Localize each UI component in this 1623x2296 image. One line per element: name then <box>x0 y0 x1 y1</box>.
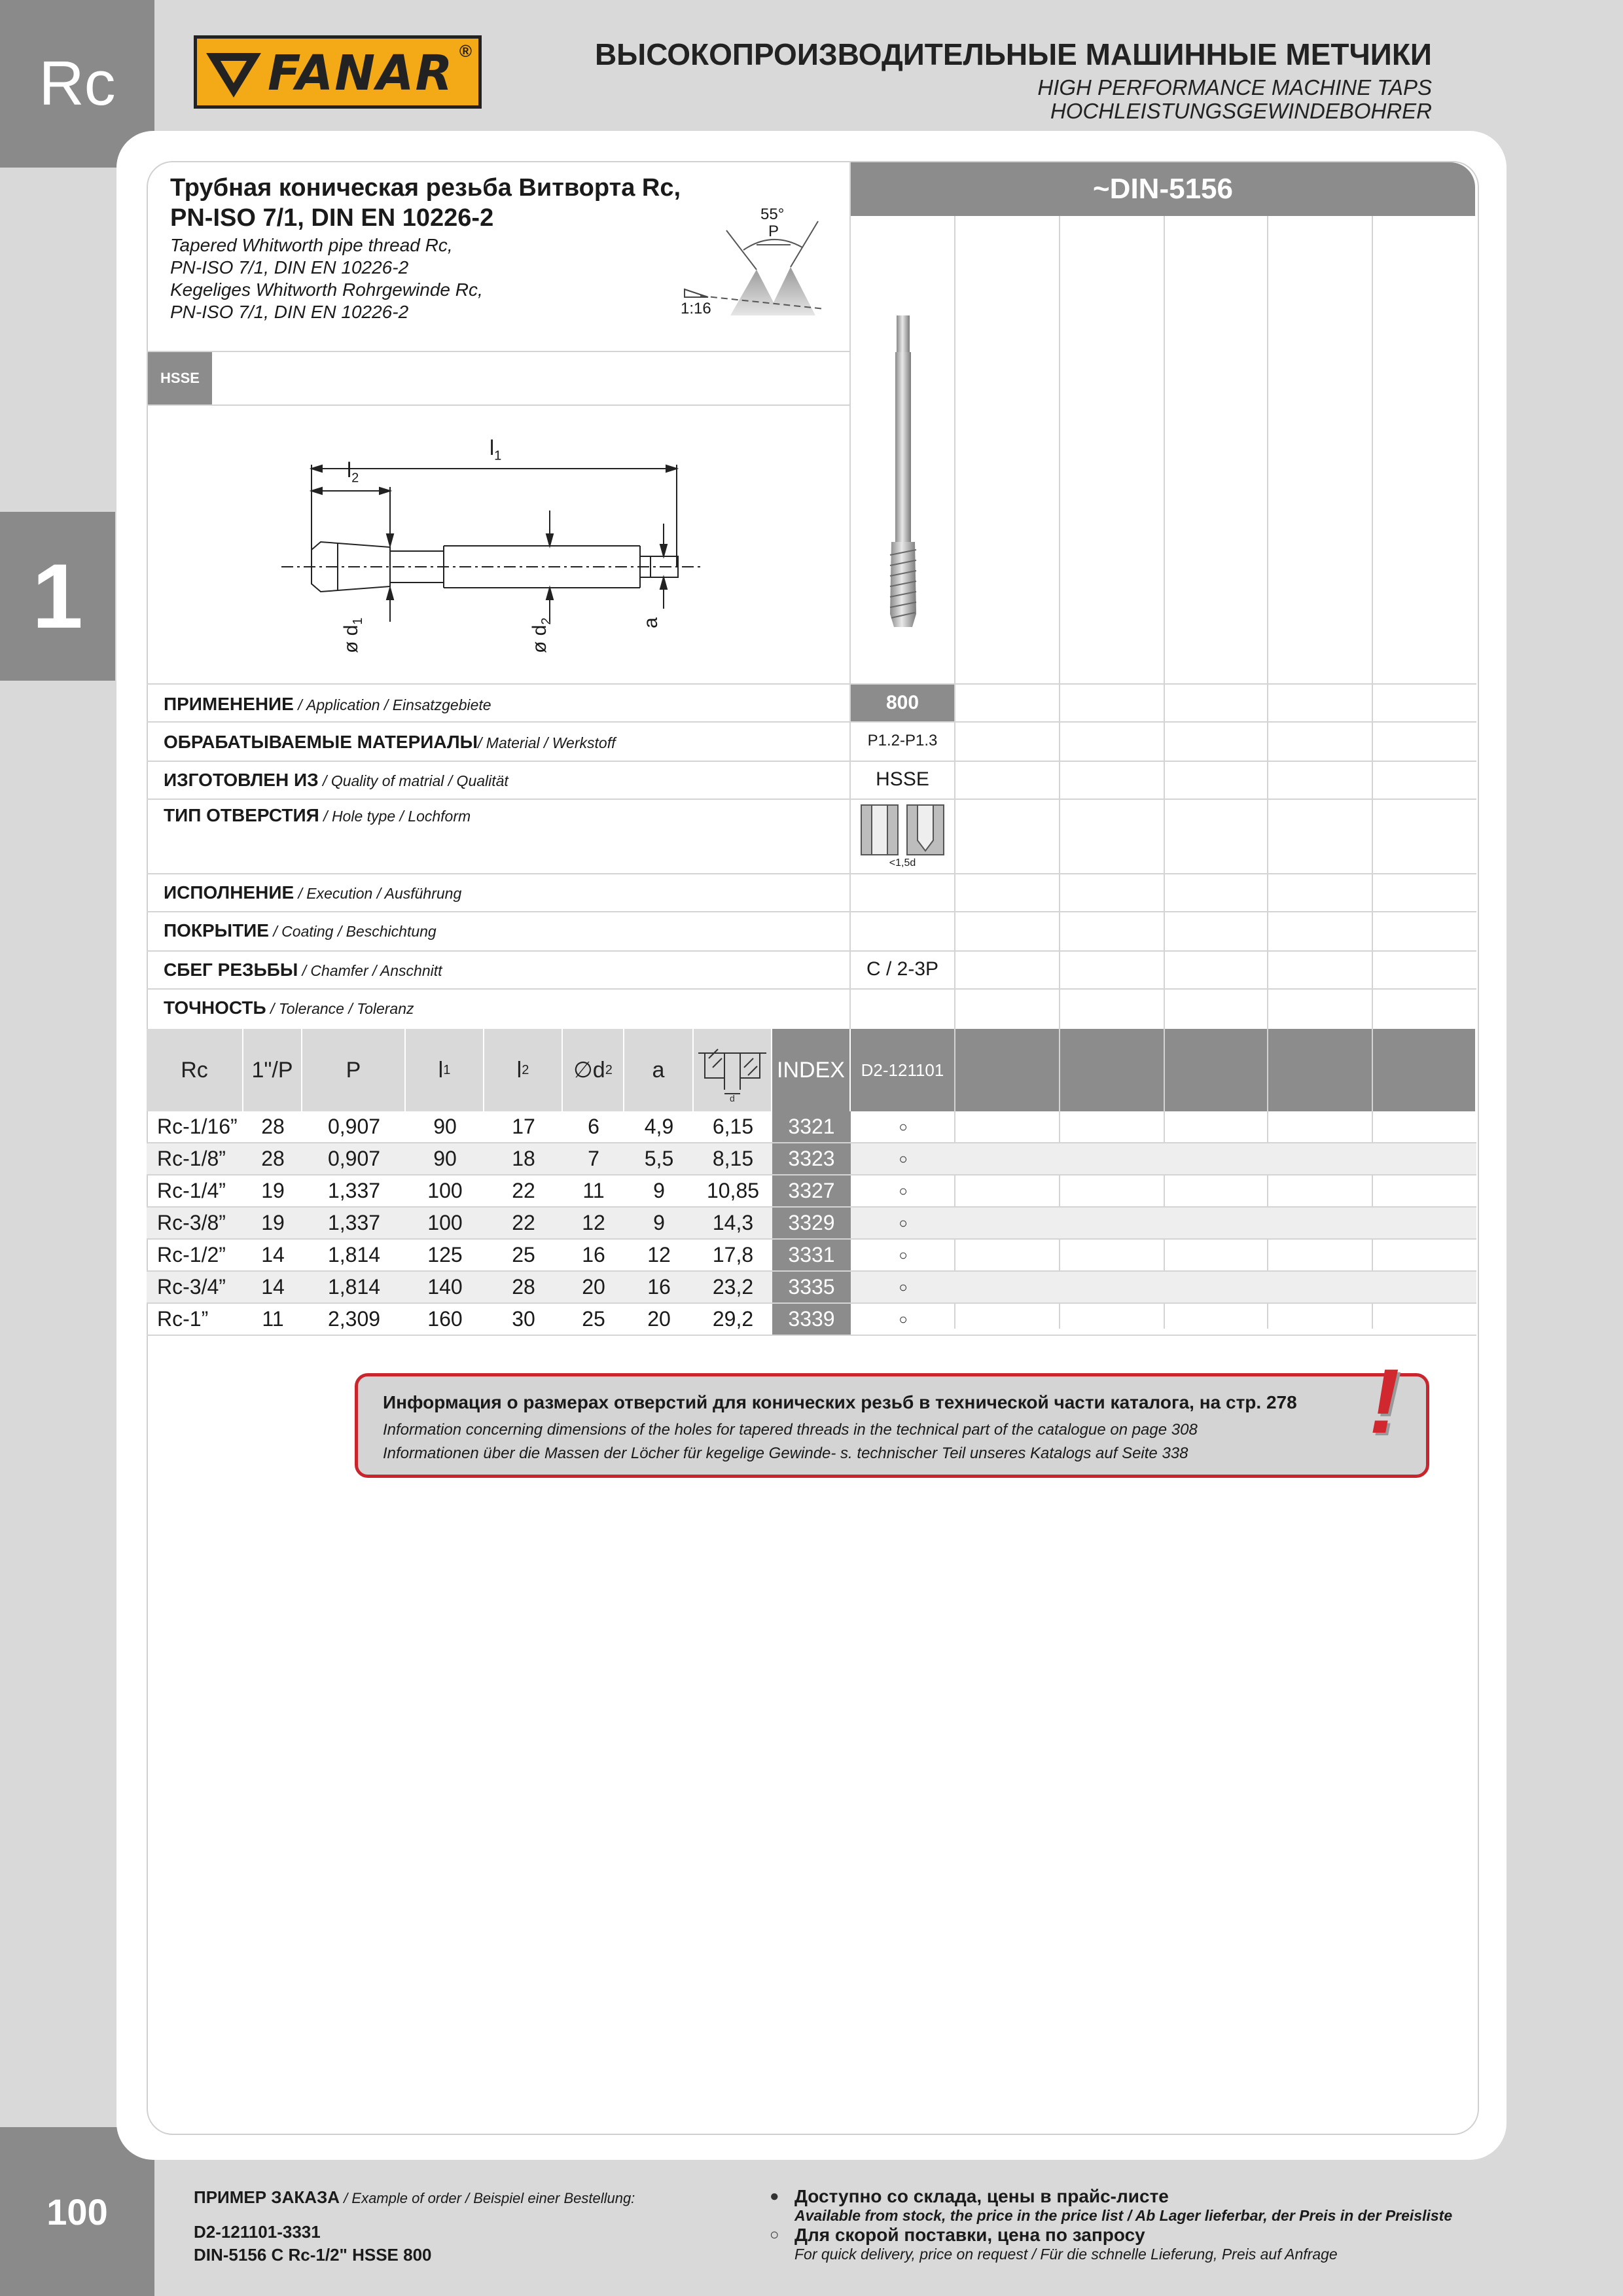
table-cell-empty <box>1165 1207 1268 1239</box>
table-cell-index: 3321 <box>772 1111 851 1143</box>
product-title-de-2: PN-ISO 7/1, DIN EN 10226-2 <box>170 302 409 322</box>
table-cell-tpi: 11 <box>243 1303 302 1335</box>
table-cell-l2: 18 <box>484 1143 563 1175</box>
table-cell-empty <box>1060 1239 1165 1271</box>
fanar-logo <box>194 35 482 109</box>
product-title-ru-2: PN-ISO 7/1, DIN EN 10226-2 <box>170 204 494 232</box>
table-cell-a: 20 <box>624 1303 694 1335</box>
header-title-ru: ВЫСОКОПРОИЗВОДИТЕЛЬНЫЕ МАШИННЫЕ МЕТЧИКИ <box>594 37 1432 71</box>
table-cell-empty <box>1060 1143 1165 1175</box>
table-row <box>147 1111 1476 1143</box>
table-cell-l2: 22 <box>484 1175 563 1207</box>
dim-d1: ø $d_1$ <box>340 617 365 653</box>
svg-text:d: d <box>730 1093 735 1102</box>
order-example-line-2: DIN-5156 C Rc-1/2" HSSE 800 <box>194 2245 432 2265</box>
col-index: INDEX <box>772 1029 849 1111</box>
table-cell-rc: Rc-1/2” <box>147 1239 243 1271</box>
dim-l1: $l_1$ <box>490 436 502 463</box>
logo-wordmark: FANAR <box>268 45 454 101</box>
table-cell-d2: 12 <box>563 1207 624 1239</box>
table-cell-avail: ○ <box>851 1271 955 1303</box>
table-cell-d: 23,2 <box>694 1271 772 1303</box>
hsse-badge-label: HSSE <box>160 370 200 386</box>
thread-code-label: Rc <box>39 48 116 118</box>
table-cell-d: 14,3 <box>694 1207 772 1239</box>
table-cell-empty <box>1165 1303 1268 1335</box>
table-cell-empty <box>955 1239 1060 1271</box>
table-cell-empty <box>955 1207 1060 1239</box>
table-cell-l1: 90 <box>406 1143 484 1175</box>
table-cell-empty <box>1060 1111 1165 1143</box>
table-cell-p: 0,907 <box>302 1111 406 1143</box>
col-a: a <box>624 1029 692 1111</box>
stock-label: Доступно со склада, цены в прайс-листе <box>794 2186 1169 2206</box>
table-cell-l1: 90 <box>406 1111 484 1143</box>
table-cell-l2: 28 <box>484 1271 563 1303</box>
table-cell-tpi: 19 <box>243 1207 302 1239</box>
dim-d2: ø $d_2$ <box>529 617 554 653</box>
product-title-en-1: Tapered Whitworth pipe thread Rc, <box>170 235 453 255</box>
sizes-table <box>147 1111 1476 1336</box>
table-cell-a: 9 <box>624 1175 694 1207</box>
property-quality: ИЗГОТОВЛЕН ИЗ / Quality of matrial / Qualität <box>164 770 508 790</box>
hole-type-value: <1,5d <box>889 857 916 869</box>
table-cell-empty <box>1268 1111 1373 1143</box>
request-bullet-icon: ○ <box>770 2226 779 2244</box>
table-cell-empty <box>955 1143 1060 1175</box>
table-cell-empty <box>1268 1207 1373 1239</box>
table-cell-p: 1,814 <box>302 1239 406 1271</box>
table-row <box>147 1143 1476 1175</box>
info-text-de: Informationen über die Massen der Löcher für kegelige Gewinde- s. technischer Teil unseres Katalogs auf Seite 338 <box>383 1444 1188 1462</box>
table-cell-empty <box>1373 1271 1476 1303</box>
table-cell-d: 8,15 <box>694 1143 772 1175</box>
table-cell-empty <box>1373 1239 1476 1271</box>
table-cell-avail: ○ <box>851 1207 955 1239</box>
col-empty-2 <box>1060 1029 1164 1111</box>
order-example-label-en: / Example of order / Beispiel einer Bestellung: <box>340 2190 635 2206</box>
table-cell-d2: 20 <box>563 1271 624 1303</box>
col-l1: l 1 <box>406 1029 483 1111</box>
table-cell-avail: ○ <box>851 1111 955 1143</box>
table-cell-empty <box>1165 1175 1268 1207</box>
table-cell-d: 29,2 <box>694 1303 772 1335</box>
table-cell-a: 5,5 <box>624 1143 694 1175</box>
order-example-label: ПРИМЕР ЗАКАЗА <box>194 2187 340 2207</box>
table-cell-index: 3327 <box>772 1175 851 1207</box>
dim-a: a <box>640 617 662 628</box>
table-cell-empty <box>1165 1271 1268 1303</box>
table-cell-empty <box>1165 1239 1268 1271</box>
table-cell-rc: Rc-1/16” <box>147 1111 243 1143</box>
table-cell-empty <box>1373 1111 1476 1143</box>
table-row <box>147 1303 1476 1335</box>
materials-value: P1.2-P1.3 <box>867 732 938 749</box>
col-tpi: 1"/P <box>243 1029 301 1111</box>
table-cell-tpi: 28 <box>243 1143 302 1175</box>
request-label-en: For quick delivery, price on request / Für die schnelle Lieferung, Preis auf Anfrage <box>794 2246 1338 2263</box>
warning-exclamation-icon: ! <box>1369 1350 1400 1452</box>
table-cell-empty <box>955 1111 1060 1143</box>
logo-registered-mark: ® <box>459 41 472 61</box>
table-cell-d2: 11 <box>563 1175 624 1207</box>
table-cell-avail: ○ <box>851 1303 955 1335</box>
table-cell-l1: 140 <box>406 1271 484 1303</box>
stock-bullet-icon: ● <box>770 2187 779 2205</box>
table-cell-index: 3335 <box>772 1271 851 1303</box>
col-empty-5 <box>1373 1029 1475 1111</box>
order-example-line-1: D2-121101-3331 <box>194 2222 321 2242</box>
table-cell-p: 1,337 <box>302 1175 406 1207</box>
table-cell-p: 1,337 <box>302 1207 406 1239</box>
table-cell-d2: 16 <box>563 1239 624 1271</box>
table-cell-d2: 7 <box>563 1143 624 1175</box>
tap-product-image <box>883 313 923 634</box>
table-cell-rc: Rc-3/4” <box>147 1271 243 1303</box>
table-cell-d: 10,85 <box>694 1175 772 1207</box>
table-cell-empty <box>955 1175 1060 1207</box>
col-empty-4 <box>1268 1029 1372 1111</box>
table-cell-p: 2,309 <box>302 1303 406 1335</box>
header-title-en-de <box>1037 76 1432 123</box>
property-hole-type: ТИП ОТВЕРСТИЯ / Hole type / Lochform <box>164 805 471 825</box>
stock-label-en: Available from stock, the price in the price list / Ab Lager lieferbar, der Preis in der Preisliste <box>794 2207 1453 2224</box>
table-cell-p: 1,814 <box>302 1271 406 1303</box>
logo-v-icon <box>201 40 266 105</box>
header-title-de: HOCHLEISTUNGSGEWINDEBOHRER <box>1050 99 1432 123</box>
product-title-ru-1: Трубная коническая резьба Витворта Rc, <box>170 174 681 202</box>
table-cell-l1: 100 <box>406 1175 484 1207</box>
chamfer-value: C / 2-3P <box>866 958 939 980</box>
thread-pitch-label: P <box>768 223 779 240</box>
table-cell-empty <box>1060 1303 1165 1335</box>
table-cell-empty <box>1165 1143 1268 1175</box>
request-label: Для скорой поставки, цена по запросу <box>794 2225 1145 2245</box>
table-cell-empty <box>1268 1175 1373 1207</box>
table-cell-tpi: 19 <box>243 1175 302 1207</box>
table-cell-avail: ○ <box>851 1175 955 1207</box>
table-cell-l1: 160 <box>406 1303 484 1335</box>
table-cell-empty <box>955 1271 1060 1303</box>
col-pitch: P <box>302 1029 404 1111</box>
table-cell-index: 3339 <box>772 1303 851 1335</box>
table-cell-rc: Rc-1/4” <box>147 1175 243 1207</box>
product-title-en-2: PN-ISO 7/1, DIN EN 10226-2 <box>170 257 409 278</box>
table-cell-d: 17,8 <box>694 1239 772 1271</box>
table-cell-d2: 6 <box>563 1111 624 1143</box>
table-cell-tpi: 14 <box>243 1271 302 1303</box>
col-empty-1 <box>955 1029 1059 1111</box>
table-row <box>147 1175 1476 1207</box>
hsse-badge <box>148 352 212 404</box>
col-empty-3 <box>1165 1029 1267 1111</box>
property-tolerance: ТОЧНОСТЬ / Tolerance / Toleranz <box>164 997 414 1018</box>
table-cell-a: 12 <box>624 1239 694 1271</box>
product-title-de-1: Kegeliges Whitworth Rohrgewinde Rc, <box>170 279 483 300</box>
table-cell-d2: 25 <box>563 1303 624 1335</box>
header-title-en: HIGH PERFORMANCE MACHINE TAPS <box>1037 75 1432 99</box>
page-number: 100 <box>46 2191 108 2233</box>
info-text-ru: Информация о размерах отверстий для конических резьб в технической части каталога, на стр. 278 <box>383 1392 1297 1412</box>
info-text-en: Information concerning dimensions of the holes for tapered threads in the technical part of the catalogue on page 308 <box>383 1421 1198 1439</box>
table-cell-empty <box>1373 1175 1476 1207</box>
table-cell-l1: 125 <box>406 1239 484 1271</box>
table-cell-rc: Rc-1/8” <box>147 1143 243 1175</box>
col-d2: ∅d 2 <box>563 1029 623 1111</box>
table-cell-empty <box>1373 1207 1476 1239</box>
table-cell-avail: ○ <box>851 1143 955 1175</box>
col-l2: l 2 <box>484 1029 562 1111</box>
thread-angle-label: 55° <box>760 206 785 223</box>
standard-label: ~DIN-5156 <box>1092 173 1233 205</box>
taper-label: 1:16 <box>681 300 711 317</box>
property-materials: ОБРАБАТЫВАЕМЫЕ МАТЕРИАЛЫ/ Material / Werkstoff <box>164 732 616 752</box>
order-example <box>194 2187 635 2265</box>
table-cell-empty <box>1268 1239 1373 1271</box>
table-cell-empty <box>1373 1303 1476 1335</box>
table-cell-empty <box>1060 1207 1165 1239</box>
table-cell-a: 4,9 <box>624 1111 694 1143</box>
tap-dimension-drawing <box>275 432 707 668</box>
table-cell-empty <box>1268 1271 1373 1303</box>
table-row <box>147 1239 1476 1271</box>
table-cell-empty <box>1060 1271 1165 1303</box>
table-cell-index: 3323 <box>772 1143 851 1175</box>
property-coating: ПОКРЫТИЕ / Coating / Beschichtung <box>164 920 437 941</box>
hole-diameter-icon <box>698 1039 766 1102</box>
table-cell-rc: Rc-1” <box>147 1303 243 1335</box>
table-cell-empty <box>1373 1143 1476 1175</box>
table-cell-a: 9 <box>624 1207 694 1239</box>
table-cell-d: 6,15 <box>694 1111 772 1143</box>
table-cell-a: 16 <box>624 1271 694 1303</box>
table-cell-l2: 30 <box>484 1303 563 1335</box>
col-hole-diameter <box>694 1029 771 1111</box>
table-cell-avail: ○ <box>851 1239 955 1271</box>
property-execution: ИСПОЛНЕНИЕ / Execution / Ausführung <box>164 882 462 903</box>
table-cell-l1: 100 <box>406 1207 484 1239</box>
table-row <box>147 1271 1476 1303</box>
product-title-block <box>170 173 746 323</box>
table-cell-empty <box>1165 1111 1268 1143</box>
table-cell-l2: 17 <box>484 1111 563 1143</box>
table-cell-l2: 25 <box>484 1239 563 1271</box>
info-box <box>355 1373 1429 1478</box>
table-cell-index: 3331 <box>772 1239 851 1271</box>
section-number: 1 <box>32 545 83 647</box>
col-rc: Rc <box>147 1029 242 1111</box>
dim-l2: $l_2$ <box>347 458 359 486</box>
table-cell-index: 3329 <box>772 1207 851 1239</box>
table-cell-empty <box>955 1303 1060 1335</box>
table-cell-tpi: 28 <box>243 1111 302 1143</box>
property-application: ПРИМЕНЕНИЕ / Application / Einsatzgebiete <box>164 694 491 714</box>
availability-legend <box>770 2186 1452 2263</box>
col-order-code: D2-121101 <box>851 1029 954 1111</box>
hole-type-icons <box>860 804 945 856</box>
quality-value: HSSE <box>876 768 929 790</box>
application-value: 800 <box>851 685 954 721</box>
table-cell-l2: 22 <box>484 1207 563 1239</box>
section-tab <box>0 512 115 681</box>
table-cell-empty <box>1268 1143 1373 1175</box>
table-cell-tpi: 14 <box>243 1239 302 1271</box>
table-cell-p: 0,907 <box>302 1143 406 1175</box>
property-chamfer: СБЕГ РЕЗЬБЫ / Chamfer / Anschnitt <box>164 960 442 980</box>
table-row <box>147 1207 1476 1239</box>
table-cell-empty <box>1060 1175 1165 1207</box>
table-cell-empty <box>1268 1303 1373 1335</box>
table-cell-rc: Rc-3/8” <box>147 1207 243 1239</box>
standard-header <box>851 162 1475 216</box>
